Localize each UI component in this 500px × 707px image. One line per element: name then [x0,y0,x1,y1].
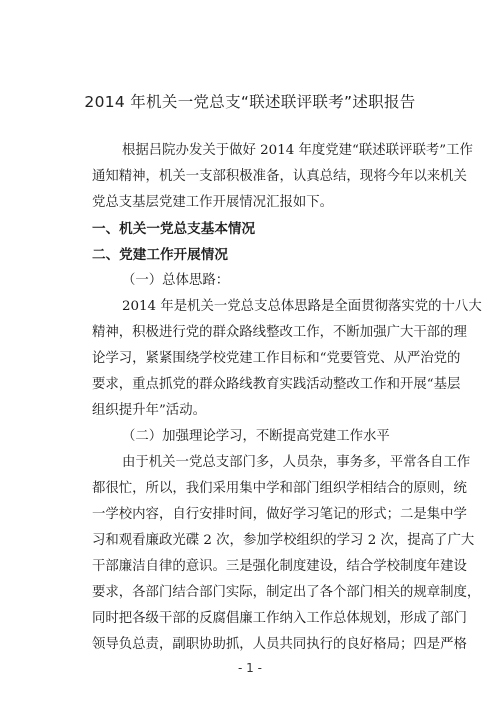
paragraph-line: 要求，重点抓党的群众路线教育实践活动整改工作和开展“基层 [92,377,461,392]
page-number: - 1 - [238,661,262,675]
intro-line: 根据吕院办发关于做好 2014 年度党建“联述联评联考”工作 [122,143,473,158]
section-heading-1: 一、机关一党总支基本情况 [92,221,256,237]
paragraph-line: 一学校内容，自行安排时间，做好学习笔记的形式；二是集中学 [92,507,467,522]
document-title: 2014 年机关一党总支“联述联评联考”述职报告 [84,93,416,111]
intro-line: 党总支基层党建工作开展情况汇报如下。 [92,195,334,210]
paragraph-line: 干部廉洁自律的意识。三是强化制度建设，结合学校制度年建设 [92,559,467,574]
paragraph-line: 都很忙，所以，我们采用集中学和部门组织学相结合的原则，统 [92,481,467,496]
paragraph-line: 要求，各部门结合部门实际，制定出了各个部门相关的规章制度， [92,585,481,600]
subsection-heading-2: （二）加强理论学习，不断提高党建工作水平 [122,429,390,444]
paragraph-line: 习和观看廉政光碟 2 次，参加学校组织的学习 2 次，提高了广大 [92,533,475,548]
section-heading-2: 二、党建工作开展情况 [92,247,228,263]
paragraph-line: 领导负总责，副职协助抓，人员共同执行的良好格局；四是严格 [92,637,467,652]
paragraph-line: 由于机关一党总支部门多，人员杂，事务多，平常各自工作 [122,455,471,470]
intro-line: 通知精神，机关一支部积极准备，认真总结，现将今年以来机关 [92,169,467,184]
paragraph-line: 精神，积极进行党的群众路线整改工作，不断加强广大干部的理 [92,325,467,340]
paragraph-line: 论学习，紧紧围绕学校党建工作目标和“党要管党、从严治党的 [92,351,461,366]
paragraph-line: 同时把各级干部的反腐倡廉工作纳入工作总体规划，形成了部门 [92,611,467,626]
paragraph-line: 2014 年是机关一党总支总体思路是全面贯彻落实党的十八大 [122,299,482,314]
paragraph-line: 组织提升年”活动。 [92,403,206,418]
subsection-heading-1: （一）总体思路： [122,273,230,288]
